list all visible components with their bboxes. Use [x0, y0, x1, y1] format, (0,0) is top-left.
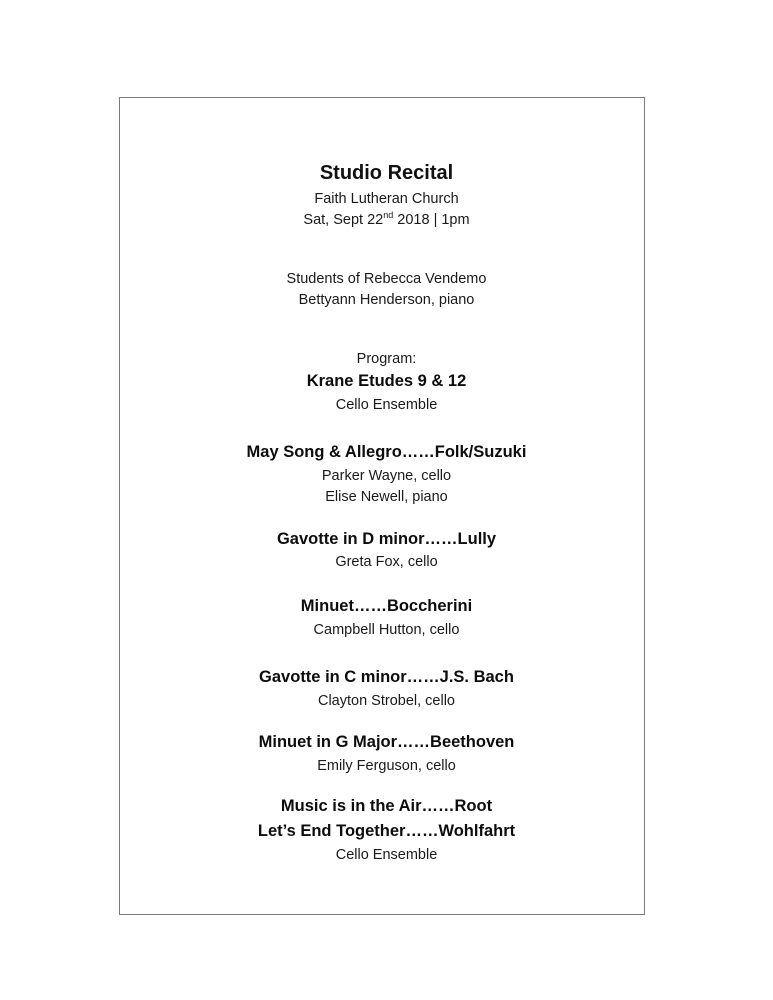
piece-title: Krane Etudes 9 & 12 — [306, 372, 467, 390]
event-date — [0, 210, 773, 228]
performer: Elise Newell, piano — [325, 489, 448, 505]
piece-title: Let’s End Together……Wohlfahrt — [257, 822, 516, 840]
performer: Emily Ferguson, cello — [317, 758, 456, 774]
recital-title: Studio Recital — [319, 162, 454, 184]
piece-title: Gavotte in D minor……Lully — [276, 530, 497, 548]
venue: Faith Lutheran Church — [314, 191, 459, 207]
piece-title: May Song & Allegro……Folk/Suzuki — [246, 443, 527, 461]
performer: Cello Ensemble — [335, 847, 438, 863]
program-heading: Program: — [356, 351, 417, 367]
performer: Parker Wayne, cello — [321, 468, 452, 484]
date-ordinal: nd — [383, 210, 394, 221]
date-prefix: Sat, Sept 22 — [303, 212, 384, 228]
performer: Campbell Hutton, cello — [313, 622, 460, 638]
performer: Clayton Strobel, cello — [317, 693, 455, 709]
piece-title: Gavotte in C minor……J.S. Bach — [259, 668, 514, 686]
piece-title: Minuet……Boccherini — [300, 597, 473, 615]
piece-title: Music is in the Air……Root — [280, 797, 493, 815]
performer: Cello Ensemble — [335, 397, 438, 413]
piece-title: Minuet in G Major……Beethoven — [258, 733, 515, 751]
date-suffix: 2018 | 1pm — [393, 212, 470, 228]
pianist-line: Bettyann Henderson, piano — [298, 292, 475, 308]
performer: Greta Fox, cello — [335, 554, 438, 570]
students-line: Students of Rebecca Vendemo — [286, 271, 487, 287]
